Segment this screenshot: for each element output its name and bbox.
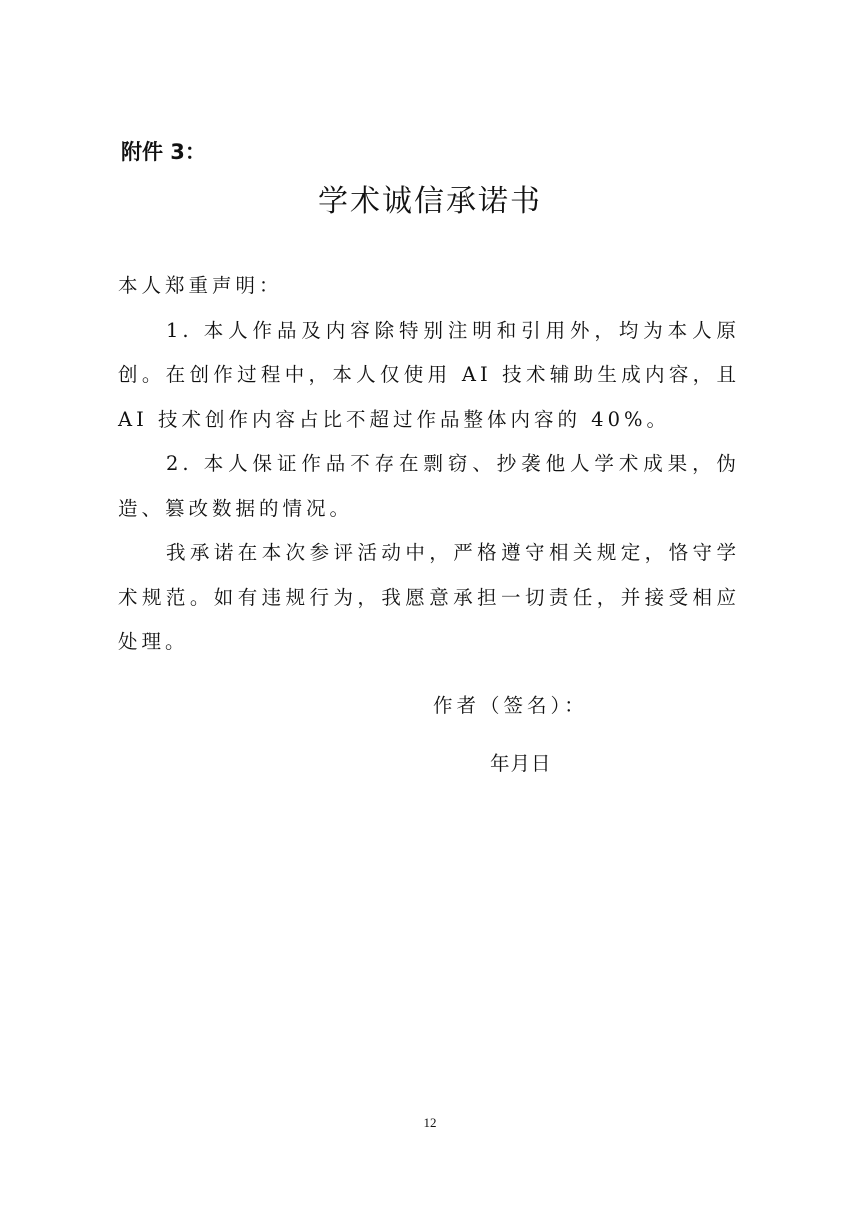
date-line: 年月日	[490, 752, 552, 775]
page-number: 12	[423, 1115, 437, 1130]
author-signature-line: 作者（签名）：	[433, 694, 588, 717]
declaration-paragraph-2: 2. 本人保证作品不存在剽窃、抄袭他人学术成果，伪造、篡改数据的情况。	[118, 452, 740, 520]
commitment-paragraph: 我承诺在本次参评活动中，严格遵守相关规定，恪守学术规范。如有违规行为，我愿意承担一切责任，并接受相应处理。	[118, 541, 740, 653]
declaration-paragraph-1: 1. 本人作品及内容除特别注明和引用外，均为本人原创。在创作过程中，本人仅使用 AI 技术辅助生成内容，且 AI 技术创作内容占比不超过作品整体内容的 40%。	[118, 318, 740, 431]
declaration-intro: 本人郑重声明：	[118, 274, 283, 297]
attachment-label: 附件 3：	[121, 140, 206, 164]
document-title: 学术诚信承诺书	[318, 184, 542, 219]
declaration-body	[118, 264, 740, 665]
